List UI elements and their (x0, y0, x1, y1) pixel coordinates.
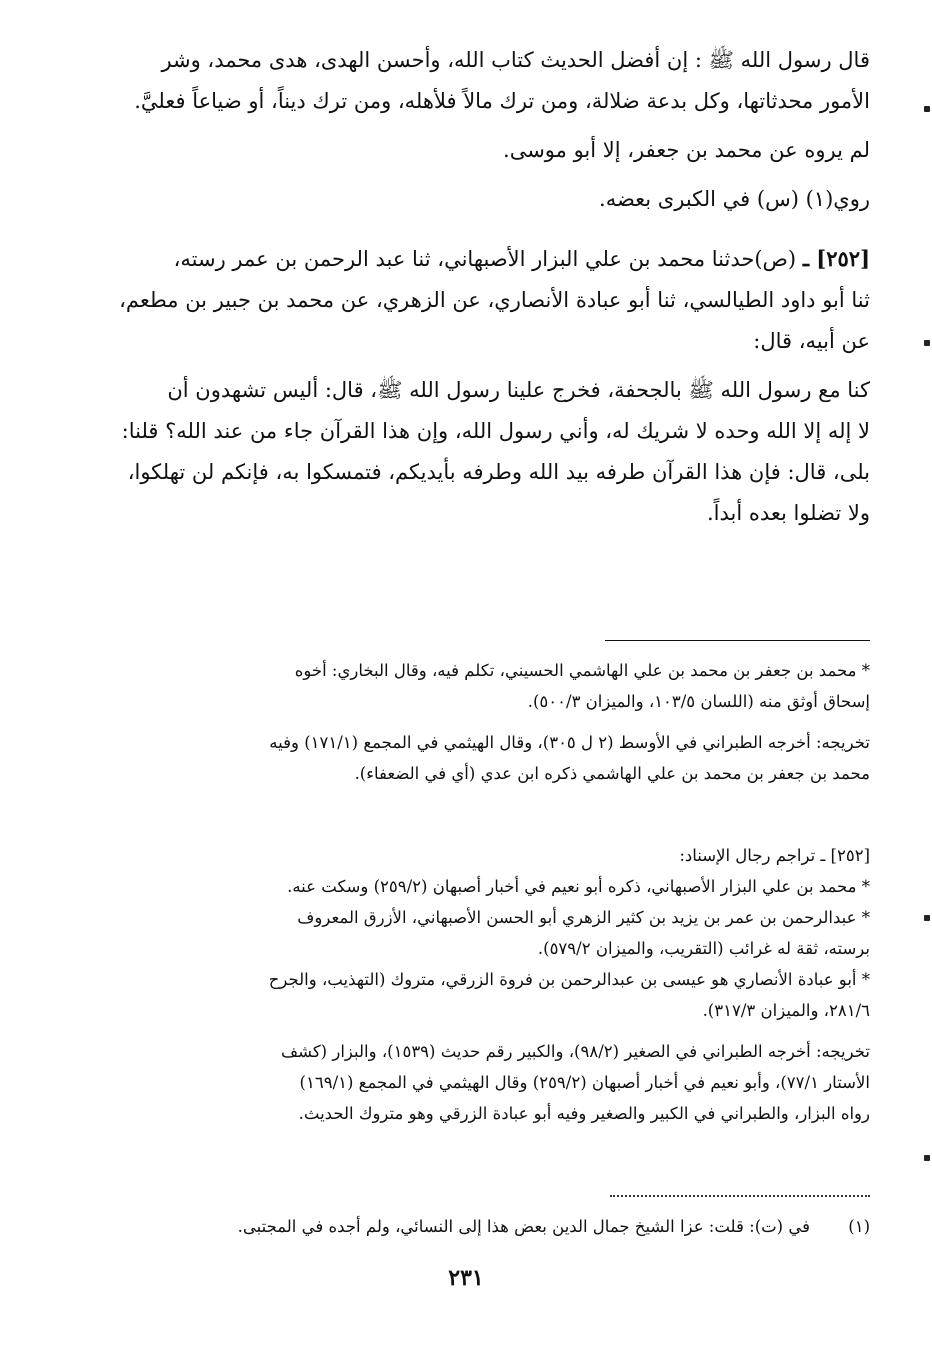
isnad-line: ثنا أبو داود الطيالسي، ثنا أبو عبادة الأنصاري، عن الزهري، عن محمد بن جبير بن مطعم، (119, 288, 870, 312)
commentary-line: * محمد بن علي البزار الأصبهاني، ذكره أبو نعيم في أخبار أصبهان (٢٥٩/٢) وسكت عنه. (287, 877, 870, 896)
margin-mark (924, 106, 930, 112)
footnote (60, 1212, 870, 1242)
margin-mark (924, 340, 930, 346)
footnote-separator (610, 1195, 870, 1197)
section-divider (605, 640, 870, 641)
commentary-line: برسته، ثقة له غرائب (التقريب، والميزان ٥٧٩/٢). (537, 939, 870, 958)
commentary-heading: [٢٥٢] ـ تراجم رجال الإسناد: (679, 846, 870, 865)
isnad-line: عن أبيه، قال: (753, 329, 870, 353)
hadith-text-line: لا إله إلا الله وحده لا شريك له، وأني رسول الله، وإن هذا القرآن جاء من عند الله؟ قلنا: (121, 419, 870, 443)
commentary-line: إسحاق أوثق منه (اللسان ١٠٣/٥، والميزان ٥٠٠/٣). (527, 692, 870, 711)
commentary-line: * أبو عبادة الأنصاري هو عيسى بن عبدالرحمن بن فروة الزرقي، متروك (التهذيب، والجرح (268, 970, 870, 989)
hadith-text-line: قال رسول الله ﷺ : إن أفضل الحديث كتاب الله، وأحسن الهدى، هدى محمد، وشر (161, 48, 870, 72)
commentary-line: محمد بن جعفر بن محمد بن علي الهاشمي ذكره ابن عدي (أي في الضعفاء). (354, 764, 870, 783)
margin-mark (924, 1155, 930, 1161)
commentary-line: ٢٨١/٦، والميزان ٣١٧/٣). (702, 1001, 870, 1020)
commentary-line: تخريجه: أخرجه الطبراني في الصغير (٩٨/٢)، والكبير رقم حديث (١٥٣٩)، والبزار (كشف (281, 1042, 870, 1061)
isnad-line: [٢٥٢] ـ (ص)حدثنا محمد بن علي البزار الأصبهاني، ثنا عبد الرحمن بن عمر رسته، (173, 246, 870, 271)
margin-mark (924, 915, 930, 921)
commentary-line: * عبدالرحمن بن عمر بن يزيد بن كثير الزهري أبو الحسن الأصبهاني، الأزرق المعروف (297, 908, 870, 927)
narration-note: روي(١) (س) في الكبرى بعضه. (599, 187, 870, 211)
hadith-text-line: كنا مع رسول الله ﷺ بالجحفة، فخرج علينا رسول الله ﷺ، قال: أليس تشهدون أن (167, 378, 870, 402)
footnote-number: (١) (848, 1217, 870, 1236)
narration-note: لم يروه عن محمد بن جعفر، إلا أبو موسى. (503, 138, 870, 162)
commentary-line: تخريجه: أخرجه الطبراني في الأوسط (٢ ل ٣٠٥)، وقال الهيثمي في المجمع (١٧١/١) وفيه (269, 733, 870, 752)
commentary-line: رواه البزار، والطبراني في الكبير والصغير وفيه أبو عبادة الزرقي وهو متروك الحديث. (298, 1104, 870, 1123)
hadith-text-line: الأمور محدثاتها، وكل بدعة ضلالة، ومن ترك مالاً فلأهله، ومن ترك ديناً، أو ضياعاً فعليَّ. (134, 89, 870, 113)
hadith-number: [٢٥٢] ـ (802, 246, 870, 271)
commentary-block-1 (60, 655, 870, 789)
commentary-line: الأستار ٧٧/١)، وأبو نعيم في أخبار أصبهان (٢٥٩/٢) وقال الهيثمي في المجمع (١٦٩/١) (299, 1073, 870, 1092)
commentary-line: * محمد بن جعفر بن محمد بن علي الهاشمي الحسيني، تكلم فيه، وقال البخاري: أخوه (294, 661, 870, 680)
commentary-block-2 (60, 840, 870, 1129)
hadith-text-line: ولا تضلوا بعده أبداً. (706, 501, 870, 525)
footnote-text: في (ت): قلت: عزا الشيخ جمال الدين بعض هذا إلى النسائي، ولم أجده في المجتبى. (237, 1217, 810, 1236)
hadith-text-line: بلى، قال: فإن هذا القرآن طرفه بيد الله وطرفه بأيديكم، فتمسكوا به، فإنكم لن تهلكوا، (127, 460, 870, 484)
main-text (60, 40, 870, 534)
page-number: ٢٣١ (448, 1265, 484, 1291)
